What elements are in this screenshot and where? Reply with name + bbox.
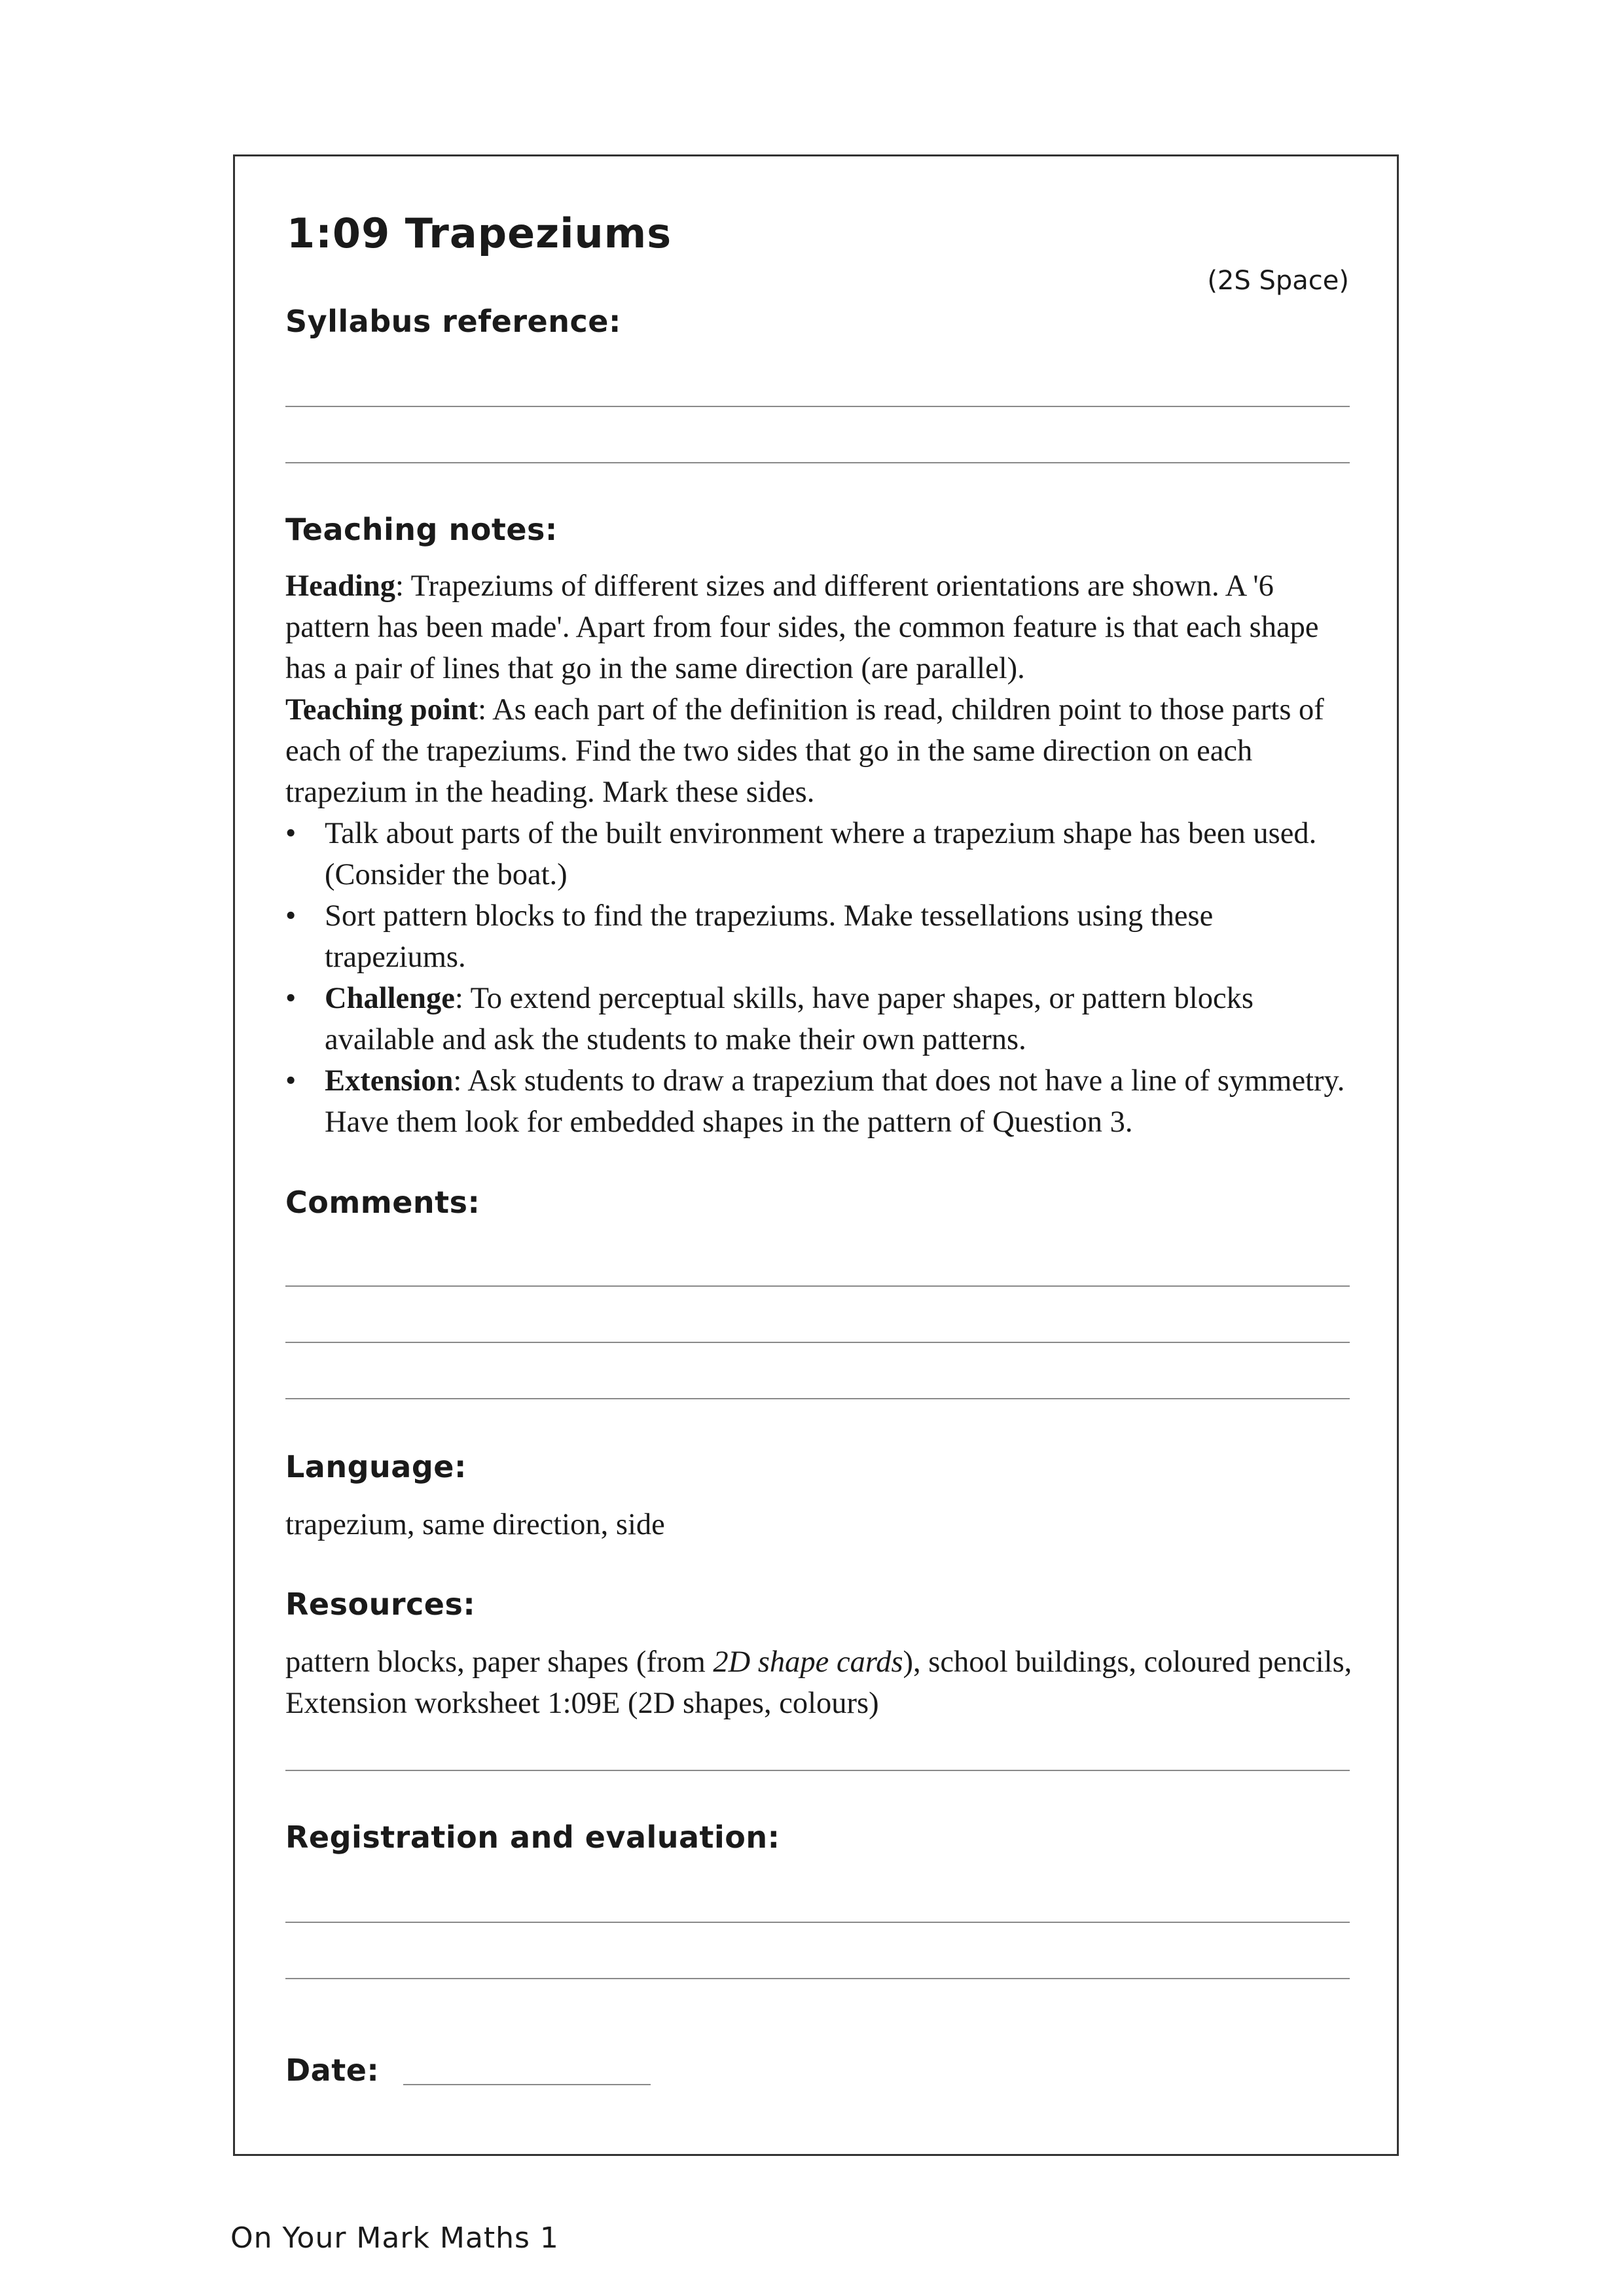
footer-text: On Your Mark Maths 1 (230, 2221, 559, 2255)
strand-label: (2S Space) (1207, 266, 1349, 296)
bullet-icon: • (285, 817, 297, 850)
heading-note-text: : Trapeziums of different sizes and different orientations are shown. A '6 pattern has been made'. Apart from four sides, the common feature is that each shape has a pair of lines that go in the same direction (are parallel). (285, 569, 1319, 685)
teaching-point-label: Teaching point (285, 693, 478, 726)
list-item-text: Talk about parts of the built environment where a trapezium shape has been used. (Consider the boat.) (325, 817, 1317, 891)
resources-heading: Resources: (285, 1587, 476, 1622)
page-title: 1:09 Trapeziums (287, 209, 672, 257)
date-label: Date: (285, 2053, 380, 2088)
language-text: trapezium, same direction, side (285, 1508, 665, 1541)
date-line (403, 2084, 651, 2085)
resources-text-part: pattern blocks, paper shapes (from (285, 1645, 713, 1679)
teaching-notes-body (285, 565, 1359, 1143)
resources-text-part: ), school buildings, coloured pencils, Extension worksheet 1:09E (2D shapes, colours) (285, 1645, 1352, 1720)
bullet-icon: • (285, 982, 297, 1015)
list-item-text: : Ask students to draw a trapezium that does not have a line of symmetry. Have them look for embedded shapes in the pattern of Question 3. (325, 1064, 1345, 1139)
write-line (285, 406, 1350, 407)
write-line (285, 462, 1350, 463)
list-item (285, 1060, 1359, 1143)
heading-note (285, 565, 1359, 689)
write-line (285, 1922, 1350, 1923)
activity-list (285, 813, 1359, 1143)
write-line (285, 1285, 1350, 1287)
list-item-label: Extension (325, 1064, 454, 1098)
resources-italic: 2D shape cards (713, 1645, 903, 1679)
worksheet-frame (233, 154, 1399, 2156)
list-item-text: Sort pattern blocks to find the trapeziums. Make tessellations using these trapeziums. (325, 899, 1214, 974)
bullet-icon: • (285, 899, 297, 933)
list-item (285, 813, 1359, 895)
syllabus-heading: Syllabus reference: (285, 304, 621, 339)
resources-text (285, 1641, 1359, 1724)
write-line (285, 1398, 1350, 1399)
teaching-point-note (285, 689, 1359, 813)
list-item (285, 978, 1359, 1060)
write-line (285, 1978, 1350, 1979)
list-item-label: Challenge (325, 982, 455, 1015)
bullet-icon: • (285, 1064, 297, 1098)
write-line (285, 1342, 1350, 1343)
heading-note-label: Heading (285, 569, 395, 603)
language-heading: Language: (285, 1449, 467, 1484)
registration-heading: Registration and evaluation: (285, 1820, 780, 1855)
write-line (285, 1770, 1350, 1771)
teaching-point-text: : As each part of the definition is read, children point to those parts of each of the trapeziums. Find the two sides that go in the same direction on each trapezium in the heading. Mark these sides. (285, 693, 1324, 809)
list-item-text: : To extend perceptual skills, have paper shapes, or pattern blocks available and ask the students to make their own patterns. (325, 982, 1254, 1056)
teaching-notes-heading: Teaching notes: (285, 512, 558, 547)
comments-heading: Comments: (285, 1185, 480, 1220)
list-item (285, 895, 1359, 978)
